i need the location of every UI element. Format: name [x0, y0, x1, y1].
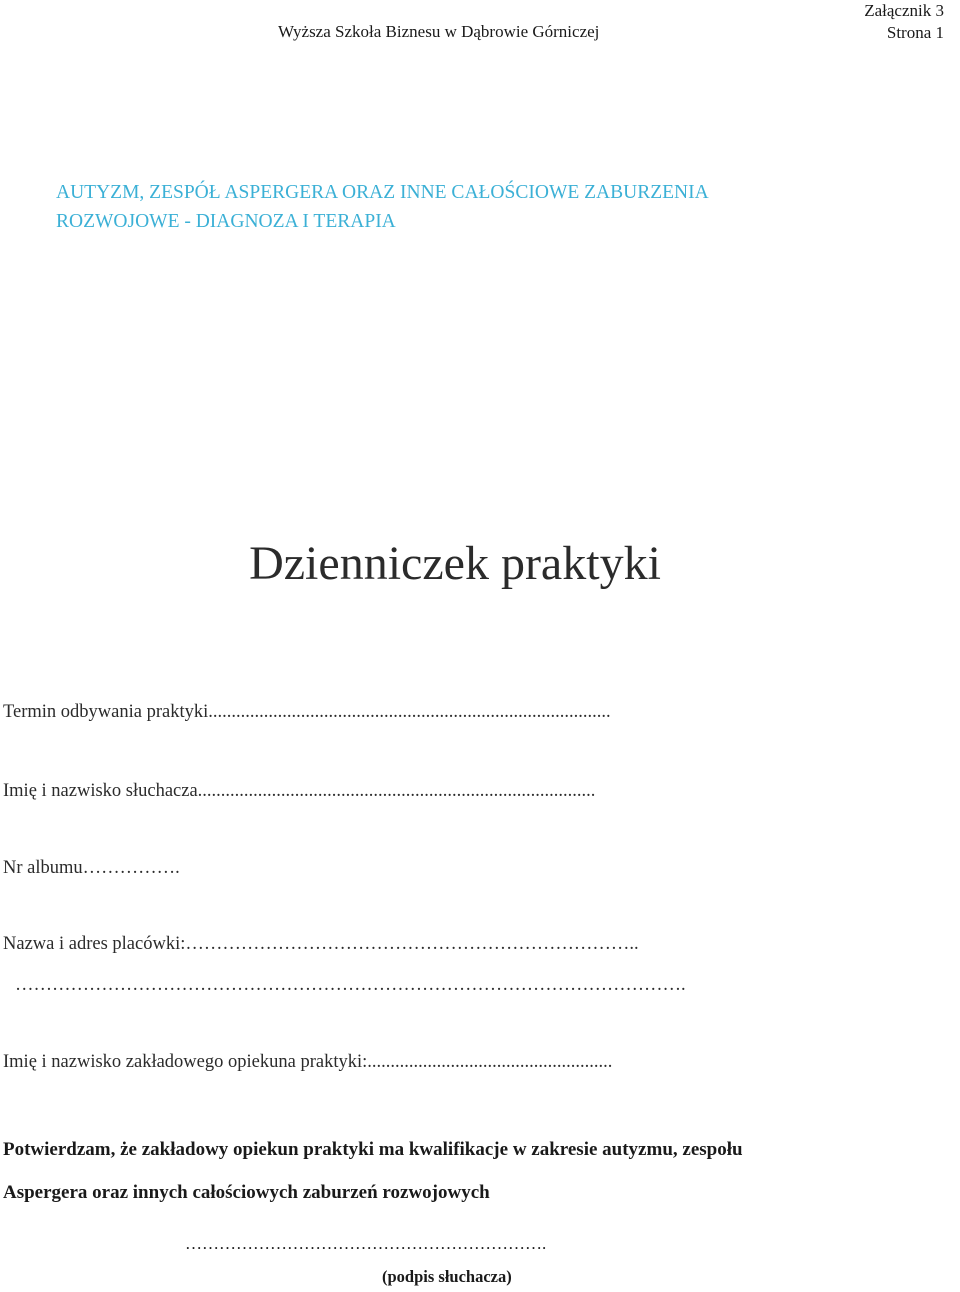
page-number: Strona 1 — [886, 23, 944, 42]
course-title-line-1: AUTYZM, ZESPÓŁ ASPERGERA ORAZ INNE CAŁOŚCIOWE ZABURZENIA — [56, 182, 709, 203]
confirmation-line-2: Aspergera oraz innych całościowych zaburzeń rozwojowych — [3, 1182, 490, 1203]
page-header-right — [864, 0, 944, 44]
attachment-label: Załącznik 3 — [864, 1, 944, 20]
signature-label: (podpis słuchacza) — [382, 1267, 512, 1286]
field-album-number: Nr albumu……………. — [3, 858, 180, 878]
field-supervisor: Imię i nazwisko zakładowego opiekuna praktyki:..................................................... — [3, 1052, 613, 1072]
confirmation-line-1: Potwierdzam, że zakładowy opiekun praktyki ma kwalifikacje w zakresie autyzmu, zespołu — [3, 1139, 743, 1160]
field-term: Termin odbywania praktyki....................................................................................... — [3, 702, 611, 722]
field-student-name: Imię i nazwisko słuchacza...................................................................................... — [3, 781, 596, 801]
course-title-line-2: ROZWOJOWE - DIAGNOZA I TERAPIA — [56, 211, 396, 232]
school-name: Wyższa Szkoła Biznesu w Dąbrowie Górniczej — [278, 22, 600, 41]
document-title: Dzienniczek praktyki — [249, 537, 661, 590]
field-facility: Nazwa i adres placówki:……………………………………………………………….. — [3, 934, 639, 954]
signature-line: ………………………………………………………. — [185, 1234, 547, 1253]
field-facility-continuation: ………………………………………………………………………………………………. — [15, 975, 686, 995]
course-title — [56, 178, 709, 236]
confirmation-statement — [3, 1128, 743, 1214]
